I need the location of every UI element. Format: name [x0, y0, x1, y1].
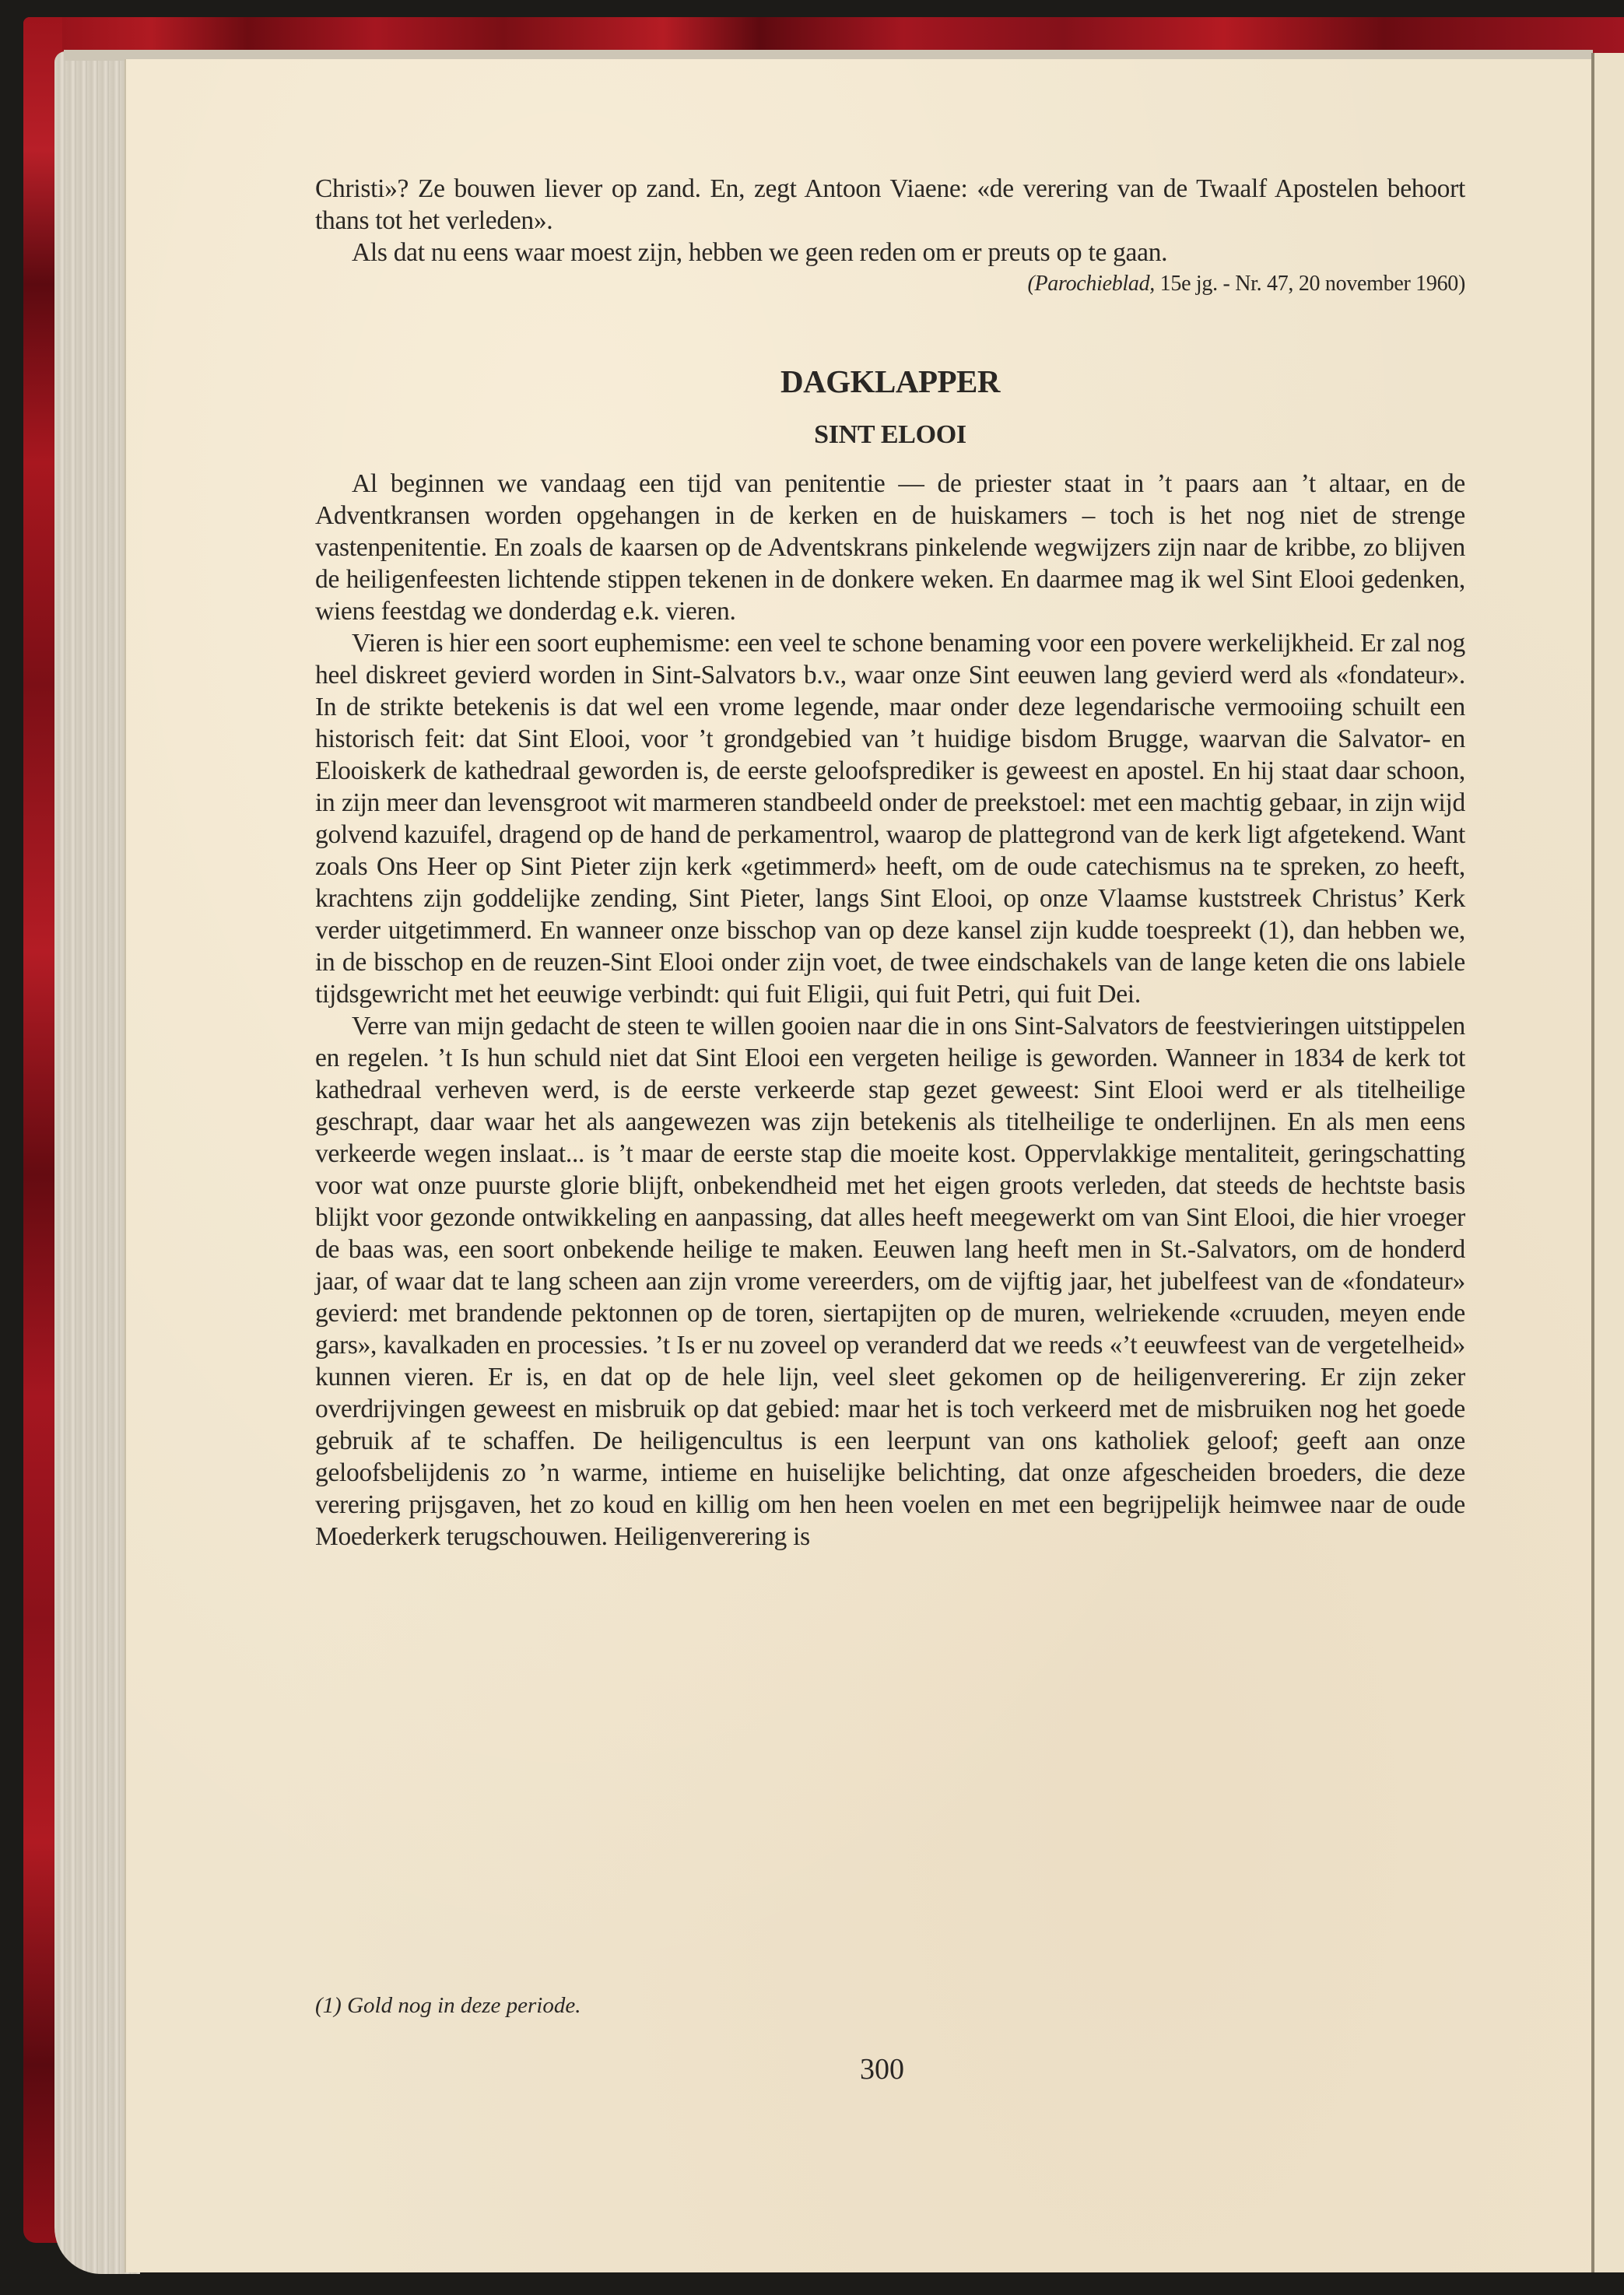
source-title: (Parochieblad,: [1027, 272, 1155, 296]
source-details: 15e jg. - Nr. 47, 20 november 1960): [1154, 272, 1465, 296]
article-paragraph: Verre van mijn gedacht de steen te willen gooien naar die in ons Sint-Salvators de feestvieringen uitstippelen en regelen. ’t Is hun schuld niet dat Sint Elooi een vergeten heilige is geworden. Wanneer in 1834 de kerk tot kathedraal verheven werd, is de eerste verkeerde stap gezet geweest: Sint Elooi werd er als titelheilige geschrapt, daar waar het als aangewezen was zijn betekenis als titelheilige te onderlijnen. En als men eens verkeerde wegen inslaat... is ’t maar de eerste stap die moeite kost. Oppervlakkige mentaliteit, geringschatting voor wat onze puurste glorie blijft, onbekendheid met het eigen groots verleden, dat steeds de hechtste basis blijkt voor gezonde ontwikkeling en aanpassing, dat alles heeft meegewerkt om van Sint Elooi, die hier vroeger de baas was, een soort onbekende heilige te maken. Eeuwen lang heeft men in St.-Salvators, om de honderd jaar, of waar dat te lang scheen aan zijn vrome vereerders, om de vijftig jaar, het jubelfeest van de «fondateur» gevierd: met brandende pektonnen op de toren, siertapijten op de muren, welriekende «cruuden, meyen ende gars», kavalkaden en processies. ’t Is er nu zoveel op veranderd dat we reeds «’t eeuwfeest van de vergetelheid» kunnen vieren. Er is, en dat op de hele lijn, veel sleet gekomen op de heiligenverering. Er zijn zeker overdrijvingen geweest en misbruik op dat gebied: maar het is toch verkeerd met de misbruiken nog het goede gebruik af te schaffen. De heiligencultus is een leerpunt van ons katholiek geloof; geeft aan onze geloofsbelijdenis zo ’n warme, intieme en huiselijke belichting, dat onze afgescheiden broeders, die deze verering prijsgaven, het zo koud en killig om hen heen voelen en met een begrijpelijk heimwee naar de oude Moederkerk terugschouwen. Heiligenverering is: [315, 1012, 1465, 1551]
article-title: DAGKLAPPER: [780, 363, 1000, 399]
opening-paragraph-2: Als dat nu eens waar moest zijn, hebben we geen reden om er preuts op te gaan.: [352, 238, 1168, 267]
opening-paragraph-1: Christi»? Ze bouwen liever op zand. En, zegt Antoon Viaene: «de verering van de Twaalf Apostelen behoort thans tot het verleden».: [315, 174, 1465, 235]
page-content: [315, 173, 1465, 1553]
next-page-sliver: [1594, 53, 1624, 2272]
article-subtitle: SINT ELOOI: [814, 420, 966, 449]
article-paragraph: Al beginnen we vandaag een tijd van penitentie — de priester staat in ’t paars aan ’t altaar, en de Adventkransen worden opgehangen in de kerken en de huiskamers – toch is het nog niet de strenge vastenpenitentie. En zoals de kaarsen op de Adventskrans pinkelende wegwijzers zijn naar de kribbe, zo blijven de heiligenfeesten lichtende stippen tekenen in de donkere weken. En daarmee mag ik wel Sint Elooi gedenken, wiens feestdag we donderdag e.k. vieren.: [315, 469, 1465, 626]
footnote: (1) Gold nog in deze periode.: [315, 1993, 581, 2018]
page-number: 300: [860, 2053, 904, 2086]
source-citation: [315, 270, 1465, 298]
article-paragraph: Vieren is hier een soort euphemisme: een veel te schone benaming voor een povere werkelijkheid. Er zal nog heel diskreet gevierd worden in Sint-Salvators b.v., waar onze Sint eeuwen lang gevierd werd als «fondateur». In de strikte betekenis is dat wel een vrome legende, maar onder deze legendarische vermooiing schuilt een historisch feit: dat Sint Elooi, voor ’t grondgebied van ’t huidige bisdom Brugge, waarvan die Salvator- en Elooiskerk de kathedraal geworden is, de eerste geloofsprediker is geweest en apostel. En hij staat daar schoon, in zijn meer dan levensgroot wit marmeren standbeeld onder de preekstoel: met een machtig gebaar, in zijn wijd golvend kazuifel, dragend op de hand de perkamentrol, waarop de plattegrond van de kerk ligt afgetekend. Want zoals Ons Heer op Sint Pieter zijn kerk «getimmerd» heeft, om de oude catechismus na te spreken, zo heeft, krachtens zijn goddelijke zending, Sint Pieter, langs Sint Elooi, op onze Vlaamse kuststreek Christus’ Kerk verder uitgetimmerd. En wanneer onze bisschop van op deze kansel zijn kudde toespreekt (1), dan hebben we, in de bisschop en de reuzen-Sint Elooi onder zijn voet, de twee eindschakels van de lange keten die ons labiele tijdsgewricht met het eeuwige verbindt: qui fuit Eligii, qui fuit Petri, qui fuit Dei.: [315, 629, 1465, 1009]
